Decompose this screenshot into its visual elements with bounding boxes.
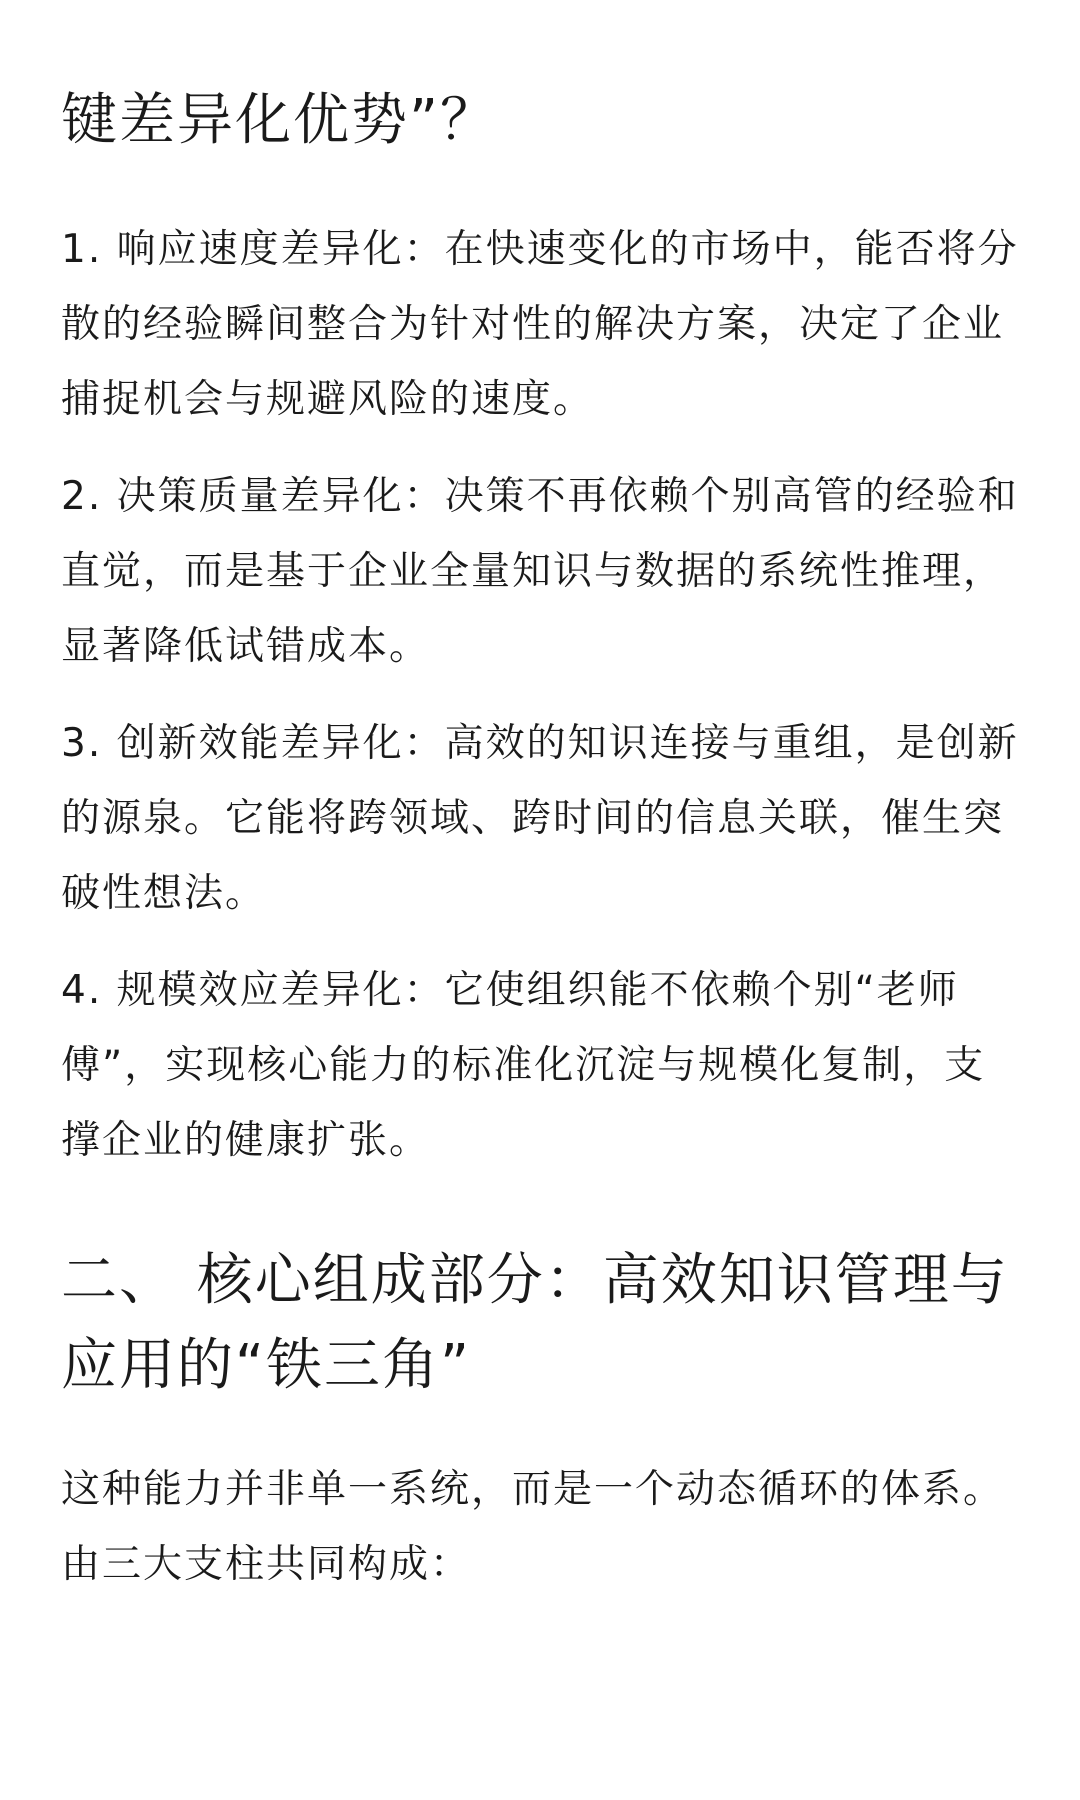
list-item-scale-effect: 4. 规模效应差异化：它使组织能不依赖个别“老师傅”，实现核心能力的标准化沉淀与规模化复制，支撑企业的健康扩张。	[61, 968, 986, 1163]
list-item-response-speed: 1. 响应速度差异化：在快速变化的市场中，能否将分散的经验瞬间整合为针对性的解决方案，决定了企业捕捉机会与规避风险的速度。	[61, 227, 1019, 422]
list-item-decision-quality: 2. 决策质量差异化：决策不再依赖个别高管的经验和直觉，而是基于企业全量知识与数据的系统性推理，显著降低试错成本。	[61, 474, 1019, 669]
section-heading: 二、 核心组成部分：高效知识管理与应用的“铁三角”	[61, 1248, 1009, 1398]
section-intro-paragraph: 这种能力并非单一系统，而是一个动态循环的体系。由三大支柱共同构成：	[61, 1467, 1005, 1587]
top-heading: 键差异化优势”？	[61, 88, 499, 153]
list-item-innovation-efficiency: 3. 创新效能差异化：高效的知识连接与重组，是创新的源泉。它能将跨领域、跨时间的信息关联，催生突破性想法。	[61, 721, 1019, 916]
